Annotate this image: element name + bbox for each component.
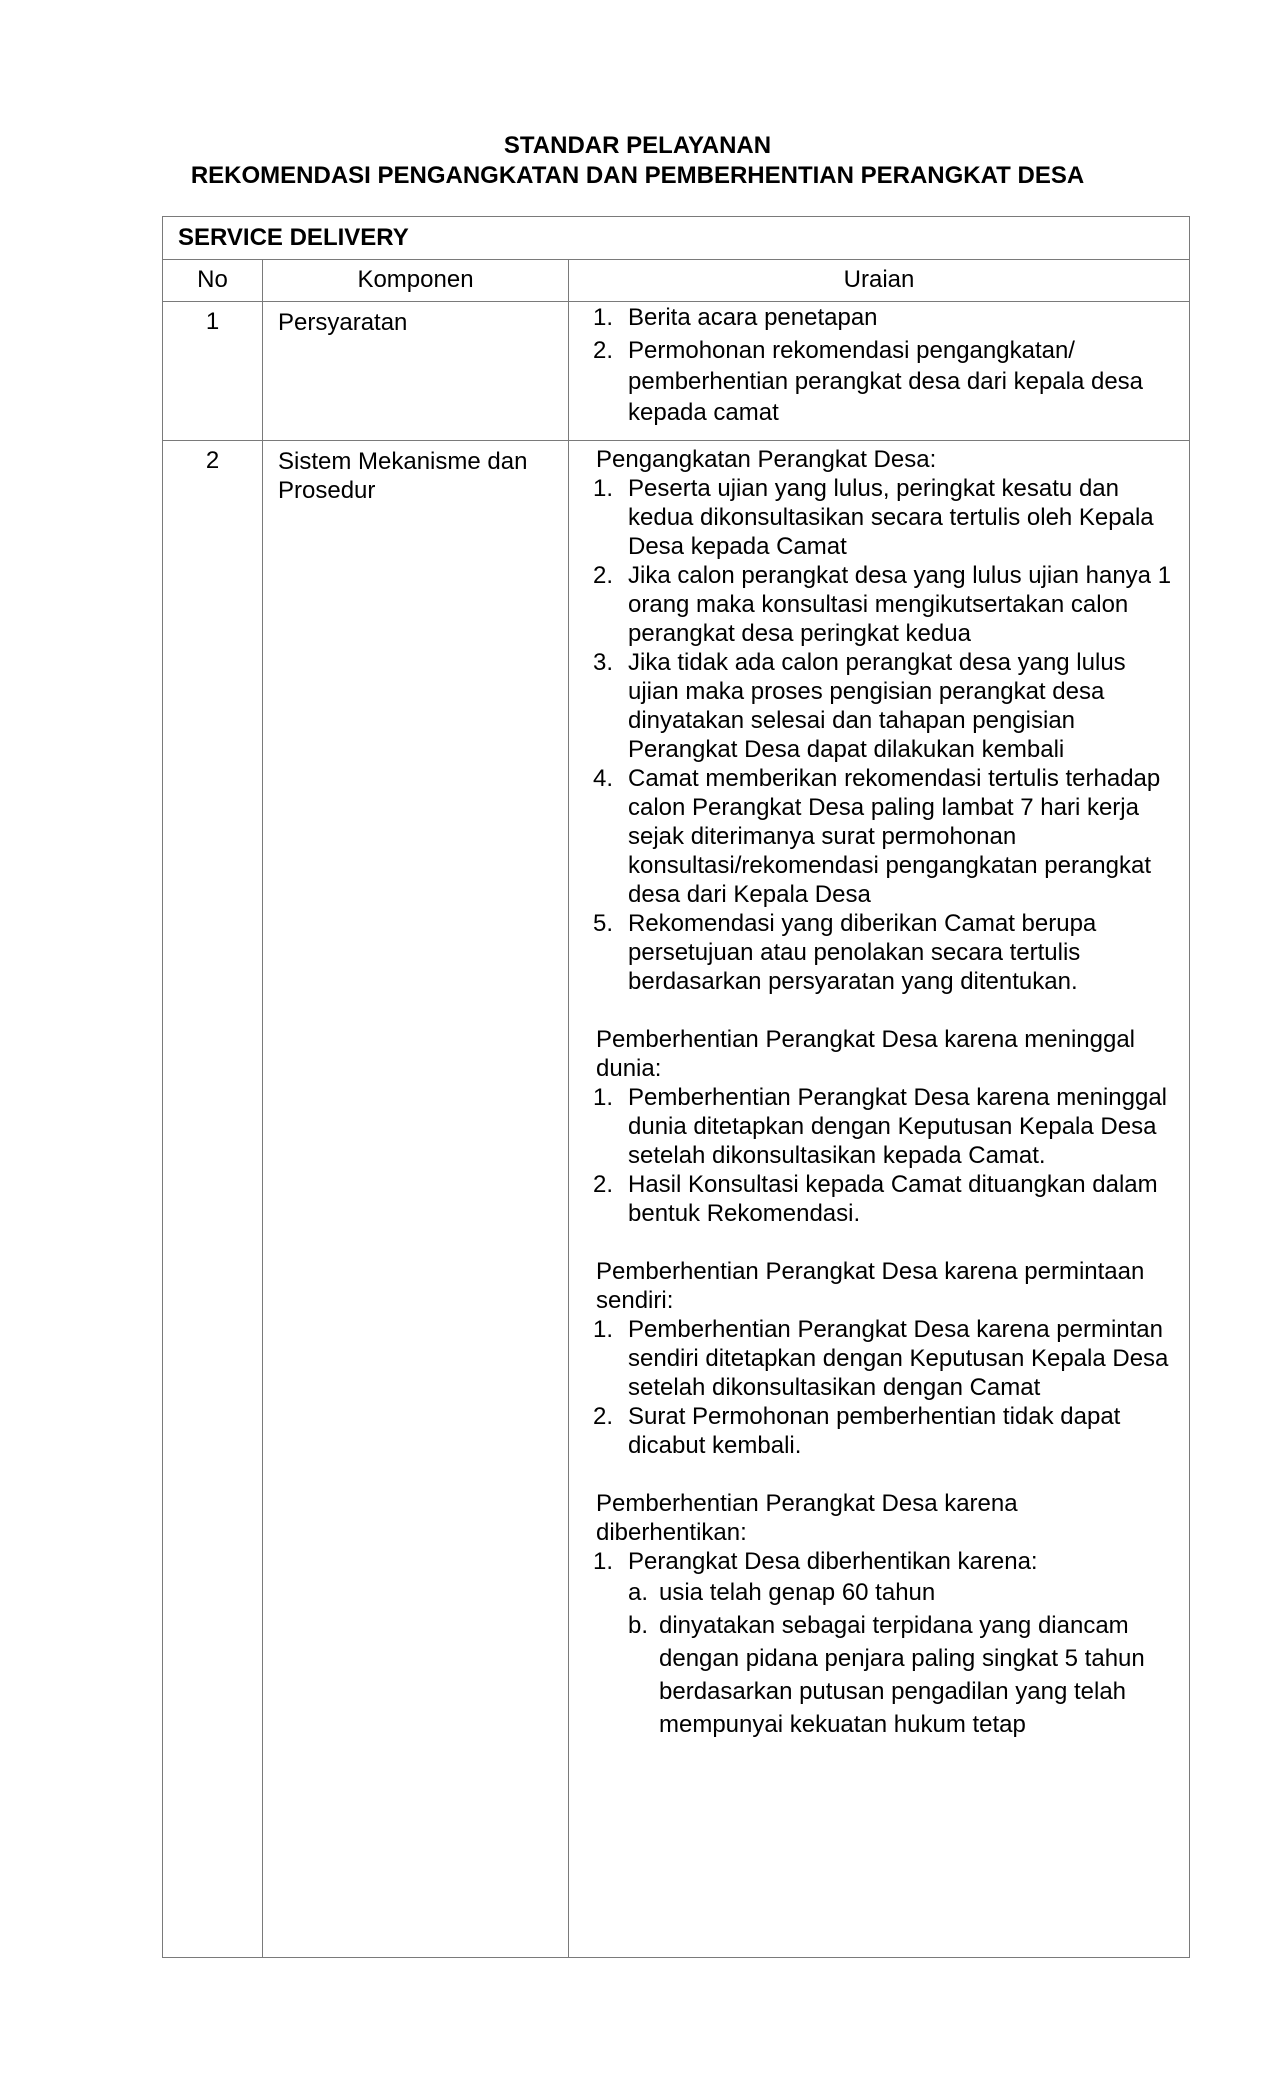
list-item bbox=[569, 764, 1189, 909]
list-number: 1. bbox=[593, 475, 614, 502]
sub-list-text: dinyatakan sebagai terpidana yang diancam dengan pidana penjara paling singkat 5 tahun berdasarkan putusan pengadilan yang telah mempunyai kekuatan hukum tetap bbox=[659, 1612, 1145, 1738]
header-uraian: Uraian bbox=[569, 260, 1190, 302]
list-number: 2. bbox=[593, 1171, 614, 1198]
document-subtitle: REKOMENDASI PENGANGKATAN DAN PEMBERHENTIAN PERANGKAT DESA bbox=[190, 162, 1085, 189]
sub-list-letter: a. bbox=[628, 1579, 649, 1606]
list-number: 1. bbox=[593, 304, 614, 331]
list-text: Surat Permohonan pemberhentian tidak dapat dicabut kembali. bbox=[628, 1403, 1121, 1459]
list-number: 2. bbox=[593, 1403, 614, 1430]
column-header-row bbox=[163, 260, 1190, 302]
spacer bbox=[569, 1228, 1189, 1257]
list-text: Permohonan rekomendasi pengangkatan/ pemberhentian perangkat desa dari kepala desa kepada camat bbox=[628, 337, 1144, 426]
list-text: Jika calon perangkat desa yang lulus ujian hanya 1 orang maka konsultasi mengikutsertakan calon perangkat desa peringkat kedua bbox=[628, 562, 1172, 647]
spacer bbox=[569, 996, 1189, 1025]
list-text: Perangkat Desa diberhentikan karena: bbox=[628, 1548, 1038, 1575]
list-text: Berita acara penetapan bbox=[628, 304, 878, 331]
service-standard-table bbox=[162, 216, 1190, 1958]
list-number: 1. bbox=[593, 1548, 614, 1575]
list-number: 2. bbox=[593, 337, 614, 364]
section-heading: Pengangkatan Perangkat Desa: bbox=[596, 446, 937, 473]
list-item bbox=[569, 1402, 1189, 1460]
sub-list-item bbox=[569, 1609, 1189, 1741]
list-item bbox=[569, 1170, 1189, 1228]
table-row bbox=[163, 302, 1190, 441]
row-number: 1 bbox=[163, 302, 263, 441]
section-header-row bbox=[163, 217, 1190, 260]
sub-list-letter: b. bbox=[628, 1612, 649, 1639]
spacer bbox=[569, 1460, 1189, 1489]
list-item bbox=[569, 1315, 1189, 1402]
list-number: 2. bbox=[593, 562, 614, 589]
table-row bbox=[163, 441, 1190, 1958]
section-heading: Pemberhentian Perangkat Desa karena diberhentikan: bbox=[596, 1490, 1018, 1546]
header-komponen: Komponen bbox=[263, 260, 569, 302]
list-number: 1. bbox=[593, 1084, 614, 1111]
list-text: Camat memberikan rekomendasi tertulis terhadap calon Perangkat Desa paling lambat 7 hari kerja sejak diterimanya surat permohonan konsultasi/rekomendasi pengangkatan perangkat desa dari Kepala Desa bbox=[628, 765, 1161, 908]
section-header: SERVICE DELIVERY bbox=[163, 217, 1190, 260]
sub-list-item bbox=[569, 1576, 1189, 1609]
list-number: 1. bbox=[593, 1316, 614, 1343]
header-no: No bbox=[163, 260, 263, 302]
row-component: Persyaratan bbox=[263, 302, 569, 441]
list-text: Hasil Konsultasi kepada Camat dituangkan dalam bentuk Rekomendasi. bbox=[628, 1171, 1158, 1227]
list-text: Pemberhentian Perangkat Desa karena permintan sendiri ditetapkan dengan Keputusan Kepala Desa setelah dikonsultasikan dengan Camat bbox=[628, 1316, 1169, 1401]
list-number: 5. bbox=[593, 910, 614, 937]
list-item bbox=[569, 648, 1189, 764]
section-heading: Pemberhentian Perangkat Desa karena permintaan sendiri: bbox=[596, 1258, 1145, 1314]
list-number: 3. bbox=[593, 649, 614, 676]
row-description bbox=[569, 302, 1190, 441]
list-text: Peserta ujian yang lulus, peringkat kesatu dan kedua dikonsultasikan secara tertulis oleh Kepala Desa kepada Camat bbox=[628, 475, 1154, 560]
list-text: Pemberhentian Perangkat Desa karena meninggal dunia ditetapkan dengan Keputusan Kepala Desa setelah dikonsultasikan kepada Camat. bbox=[628, 1084, 1168, 1169]
document-title: STANDAR PELAYANAN bbox=[503, 132, 772, 159]
section-heading: Pemberhentian Perangkat Desa karena meninggal dunia: bbox=[596, 1026, 1136, 1082]
list-item bbox=[569, 1083, 1189, 1170]
row-description bbox=[569, 441, 1190, 1958]
list-item bbox=[569, 909, 1189, 996]
row-component: Sistem Mekanisme dan Prosedur bbox=[263, 441, 569, 1958]
list-item bbox=[569, 561, 1189, 648]
list-number: 4. bbox=[593, 765, 614, 792]
list-item bbox=[569, 302, 1189, 333]
list-text: Jika tidak ada calon perangkat desa yang lulus ujian maka proses pengisian perangkat desa dinyatakan selesai dan tahapan pengisian Perangkat Desa dapat dilakukan kembali bbox=[628, 649, 1126, 763]
row-number: 2 bbox=[163, 441, 263, 1958]
sub-list-text: usia telah genap 60 tahun bbox=[659, 1579, 936, 1606]
list-item bbox=[569, 474, 1189, 561]
list-item bbox=[569, 335, 1189, 428]
list-text: Rekomendasi yang diberikan Camat berupa persetujuan atau penolakan secara tertulis berdasarkan persyaratan yang ditentukan. bbox=[628, 910, 1097, 995]
list-item bbox=[569, 1547, 1189, 1576]
